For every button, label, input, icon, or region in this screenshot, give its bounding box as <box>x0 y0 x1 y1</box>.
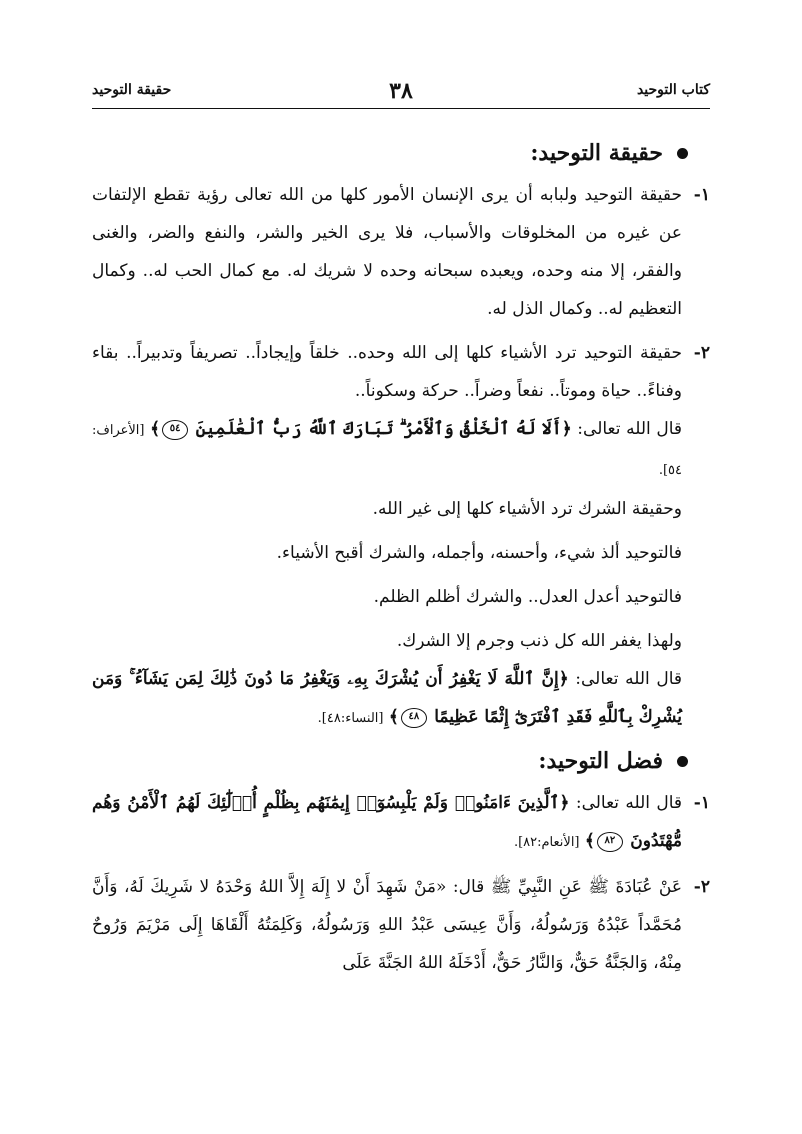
page-header <box>92 78 710 108</box>
bullet-icon <box>677 756 688 767</box>
verse-reference: [الأنعام:٨٢]. <box>513 835 580 850</box>
item-text: حقيقة التوحيد ولبابه أن يرى الإنسان الأمور كلها من الله تعالى رؤية تقطع الإلتفات عن غيره من المخلوقات والأسباب، فلا يرى الخير والشر، والنفع والضر، والغنى والفقر، إلا منه وحده، ويعبده سبحانه وحده لا شريك له. مع كمال الحب له.. وكمال التعظيم له.. وكمال الذل له. <box>92 185 682 319</box>
section-heading-truth-of-tawhid <box>92 130 710 176</box>
quran-open-ornament: ﴿ <box>558 669 569 689</box>
quran-verse: ٱلَّذِينَ ءَامَنُوا۟ وَلَمْ يَلْبِسُوٓا۟ إِيمَٰنَهُم بِظُلْمٍ أُو۟لَٰٓئِكَ لَهُمُ ٱلْأَمْنُ وَهُم مُّهْتَدُونَ <box>92 793 682 851</box>
verse-reference: [النساء:٤٨]. <box>317 711 384 726</box>
paragraph-line: وحقيقة الشرك ترد الأشياء كلها إلى غير الله. <box>372 499 682 519</box>
page-body <box>92 130 710 982</box>
quran-close-ornament: ﴾ <box>388 707 399 727</box>
page-number: ٣٨ <box>389 78 413 104</box>
numbered-item <box>92 176 710 328</box>
quran-open-ornament: ﴿ <box>561 419 572 439</box>
bullet-icon <box>677 148 688 159</box>
item-number: ٢- <box>693 877 710 897</box>
verse-number-badge: ٥٤ <box>162 420 188 440</box>
numbered-item <box>92 784 710 862</box>
numbered-item <box>92 334 710 490</box>
section-heading-virtue-of-tawhid <box>92 738 710 784</box>
quran-close-ornament: ﴾ <box>150 419 161 439</box>
paragraph-line: فالتوحيد أعدل العدل.. والشرك أظلم الظلم. <box>373 587 682 607</box>
book-title: كتاب التوحيد <box>636 82 710 98</box>
quran-open-ornament: ﴿ <box>559 793 570 813</box>
item-text: حقيقة التوحيد ترد الأشياء كلها إلى الله وحده.. خلقاً وإيجاداً.. تصريفاً وتدبيراً.. بقاء وفناءً.. حياة وموتاً.. نفعاً وضراً.. حركة وسكوناً.. <box>92 343 682 401</box>
paragraph-line: فالتوحيد ألذ شيء، وأحسنه، وأجمله، والشرك أقبح الأشياء. <box>276 543 682 563</box>
header-divider <box>92 108 710 109</box>
verse-number-badge: ٤٨ <box>401 708 427 728</box>
quran-verse: أَلَا لَهُ ٱلْخَلْقُ وَٱلْأَمْرُ ۗ تَبَارَكَ ٱللَّهُ رَبُّ ٱلْعَٰلَمِينَ <box>195 419 562 439</box>
item-number: ١- <box>693 185 710 205</box>
verse-reference: [الأعراف: ٥٤]. <box>92 423 682 478</box>
heading-text: فضل التوحيد: <box>538 748 663 774</box>
paragraph-line: ولهذا يغفر الله كل ذنب وجرم إلا الشرك. <box>396 631 682 651</box>
heading-text: حقيقة التوحيد: <box>530 140 663 166</box>
quote-intro: قال الله تعالى: <box>575 793 683 813</box>
verse-number-badge: ٨٢ <box>597 832 623 852</box>
numbered-item <box>92 868 710 982</box>
quote-intro: قال الله تعالى: <box>577 419 682 439</box>
item-number: ١- <box>693 793 710 813</box>
hadith-text: عَنْ عُبَادَةَ ﷺ عَنِ النَّبِيِّ ﷺ قال: «مَنْ شَهِدَ أَنْ لا إِلَهَ إِلاَّ اللهُ وَحْدَهُ لا شَرِيكَ لَهُ، وَأَنَّ مُحَمَّداً عَبْدُهُ وَرَسُولُهُ، وَأَنَّ عِيسَى عَبْدُ اللهِ وَرَسُولُهُ، وَكَلِمَتُهُ أَلْقَاهَا إِلَى مَرْيَمَ وَرُوحٌ مِنْهُ، وَالجَنَّةُ حَقٌّ، وَالنَّارُ حَقٌّ، أَدْخَلَهُ اللهُ الجَنَّةَ عَلَى <box>92 877 682 973</box>
quran-quote-paragraph <box>92 660 710 738</box>
quran-verse: إِنَّ ٱللَّهَ لَا يَغْفِرُ أَن يُشْرَكَ بِهِۦ وَيَغْفِرُ مَا دُونَ ذَٰلِكَ لِمَن يَشَآءُ ۚ وَمَن يُشْرِكْ بِٱللَّهِ فَقَدِ ٱفْتَرَىٰٓ إِثْمًا عَظِيمًا <box>92 669 682 727</box>
item-number: ٢- <box>693 343 710 363</box>
quran-close-ornament: ﴾ <box>584 831 595 851</box>
running-section-title: حقيقة التوحيد <box>92 82 172 98</box>
quote-intro: قال الله تعالى: <box>575 669 683 689</box>
